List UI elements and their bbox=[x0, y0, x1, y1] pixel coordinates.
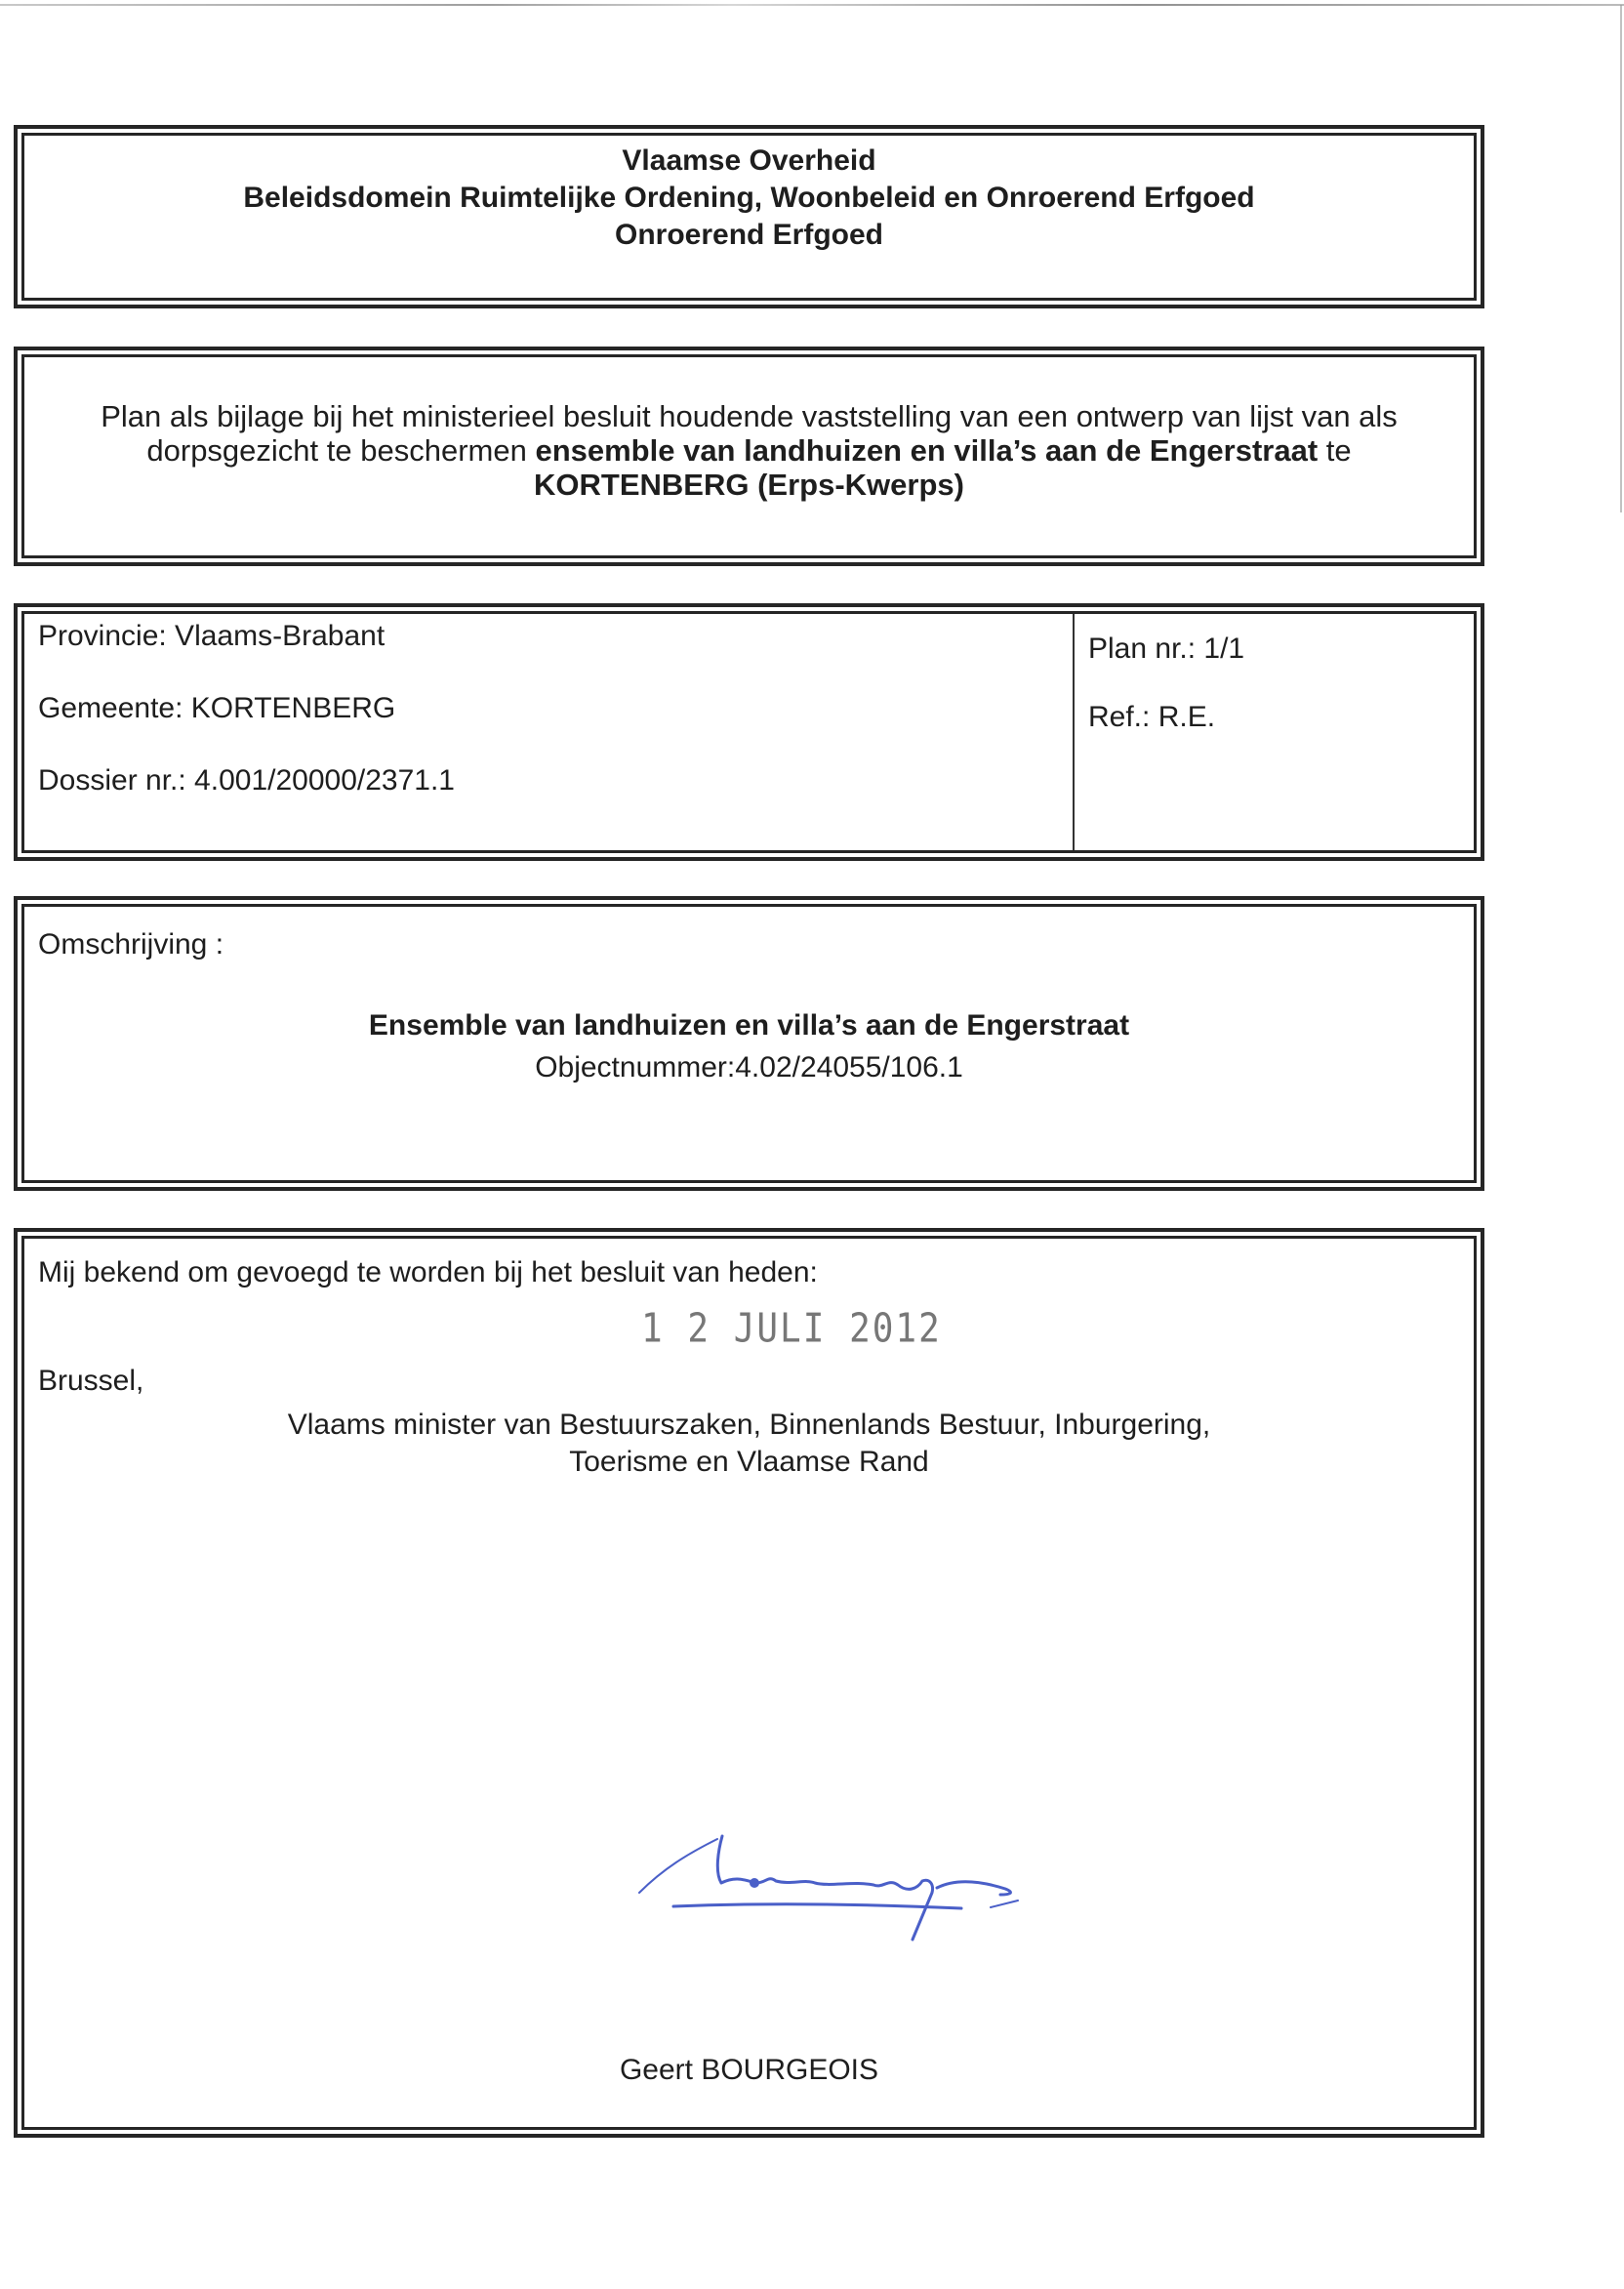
description-label: Omschrijving : bbox=[38, 928, 224, 961]
header-domain: Beleidsdomein Ruimtelijke Ordening, Woonbeleid en Onroerend Erfgoed bbox=[243, 182, 1255, 214]
scan-edge-top bbox=[0, 4, 1624, 6]
signer-name: Geert BOURGEOIS bbox=[619, 2054, 879, 2086]
header-agency: Onroerend Erfgoed bbox=[614, 219, 884, 251]
description-title: Ensemble van landhuizen en villa’s aan de Engerstraat bbox=[368, 1009, 1130, 1042]
intro-text-part2: te bbox=[1318, 433, 1352, 468]
header-org: Vlaamse Overheid bbox=[622, 144, 876, 177]
gemeente-field: Gemeente: KORTENBERG bbox=[38, 692, 396, 724]
intro-text bbox=[21, 354, 1477, 558]
description-box bbox=[14, 896, 1484, 1191]
provincie-field: Provincie: Vlaams-Brabant bbox=[38, 620, 386, 652]
scan-edge-right bbox=[1620, 5, 1622, 512]
identification-box bbox=[14, 603, 1484, 861]
plan-number-field: Plan nr.: 1/1 bbox=[1088, 633, 1245, 665]
minister-title-line1: Vlaams minister van Bestuurszaken, Binnenlands Bestuur, Inburgering, bbox=[287, 1409, 1211, 1441]
approval-statement: Mij bekend om gevoegd te worden bij het besluit van heden: bbox=[38, 1256, 818, 1288]
approval-box bbox=[14, 1228, 1484, 2138]
dossier-field: Dossier nr.: 4.001/20000/2371.1 bbox=[38, 764, 455, 797]
object-number: Objectnummer:4.02/24055/106.1 bbox=[535, 1051, 963, 1083]
place-label: Brussel, bbox=[38, 1365, 144, 1397]
minister-title-line2: Toerisme en Vlaamse Rand bbox=[569, 1446, 929, 1478]
minister-title bbox=[24, 1407, 1474, 1481]
intro-box bbox=[14, 347, 1484, 566]
date-stamp: 1 2 JULI 2012 bbox=[641, 1305, 942, 1353]
signature-icon bbox=[620, 1824, 1147, 1961]
intro-text-part1: Plan als bijlage bij het ministerieel besluit houdende vaststelling van een ontwerp van lijst van als dorpsgezicht te beschermen bbox=[101, 399, 1398, 468]
column-divider bbox=[1073, 614, 1075, 850]
intro-subject: ensemble van landhuizen en villa’s aan de Engerstraat bbox=[535, 433, 1319, 468]
intro-location: KORTENBERG (Erps-Kwerps) bbox=[534, 468, 964, 502]
reference-field: Ref.: R.E. bbox=[1088, 701, 1216, 733]
header-box bbox=[14, 125, 1484, 308]
